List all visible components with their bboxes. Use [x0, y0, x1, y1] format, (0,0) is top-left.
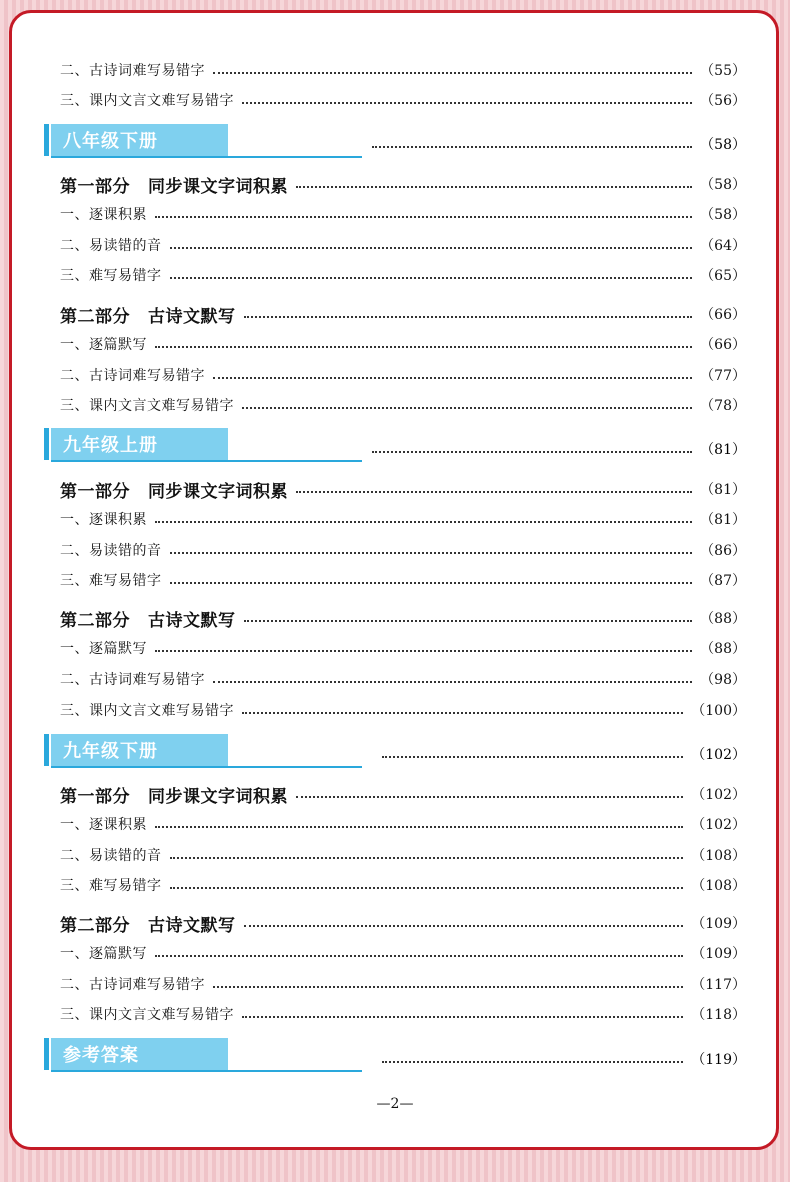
- leader-dots: [372, 451, 692, 453]
- toc-entry[interactable]: [60, 942, 746, 964]
- leader-dots: [372, 146, 692, 148]
- toc-page-number: （81）: [700, 442, 746, 458]
- toc-entry[interactable]: [60, 668, 746, 690]
- grade-heading[interactable]: [44, 1038, 362, 1074]
- toc-page-number: （58）: [700, 137, 746, 153]
- leader-dots: [155, 346, 692, 348]
- grade-heading-underline: [51, 1070, 362, 1072]
- toc-entry-label: 三、难写易错字: [60, 878, 162, 894]
- grade-heading-label: 参考答案: [51, 1038, 228, 1070]
- toc-entry[interactable]: [60, 264, 746, 286]
- leader-dots: [242, 407, 692, 409]
- toc-entry-label: 一、逐课积累: [60, 512, 147, 528]
- toc-page-number: （81）: [700, 512, 746, 528]
- leader-dots: [170, 552, 693, 554]
- toc-page-number: （66）: [700, 307, 746, 323]
- part-number: 第一部分: [60, 786, 130, 807]
- part-heading[interactable]: [60, 783, 746, 805]
- toc-page-number: （58）: [700, 177, 746, 193]
- toc-entry[interactable]: [60, 508, 746, 530]
- leader-dots: [155, 955, 683, 957]
- part-heading-label: [60, 911, 236, 936]
- toc-entry[interactable]: [60, 569, 746, 591]
- leader-dots: [213, 986, 683, 988]
- part-number: 第二部分: [60, 306, 130, 327]
- leader-dots: [244, 316, 693, 318]
- toc-page-number: （100）: [691, 703, 746, 719]
- toc-page-number: （66）: [700, 337, 746, 353]
- toc-entry[interactable]: [60, 874, 746, 896]
- toc-entry-label: 一、逐课积累: [60, 817, 147, 833]
- grade-heading-label: 九年级上册: [51, 428, 228, 460]
- grade-heading-underline: [51, 460, 362, 462]
- grade-heading-label: 八年级下册: [51, 124, 228, 156]
- toc-entry-label: 二、古诗词难写易错字: [60, 977, 205, 993]
- part-title: 同步课文字词积累: [148, 176, 288, 197]
- toc-page-number: （87）: [700, 573, 746, 589]
- part-title: 古诗文默写: [148, 306, 236, 327]
- toc-page-number: （117）: [691, 977, 746, 993]
- grade-heading-leader: [382, 743, 746, 765]
- toc-entry-label: 二、易读错的音: [60, 848, 162, 864]
- part-number: 第二部分: [60, 610, 130, 631]
- part-number: 第二部分: [60, 915, 130, 936]
- toc-page-number: （98）: [700, 672, 746, 688]
- grade-heading[interactable]: [44, 734, 362, 770]
- leader-dots: [155, 521, 692, 523]
- part-title: 同步课文字词积累: [148, 481, 288, 502]
- toc-entry-label: 二、古诗词难写易错字: [60, 672, 205, 688]
- toc-page-number: （81）: [700, 482, 746, 498]
- toc-page-number: （64）: [700, 238, 746, 254]
- grade-heading-accent: [44, 1038, 49, 1070]
- toc-page-number: （58）: [700, 207, 746, 223]
- toc-page-number: （88）: [700, 611, 746, 627]
- toc-entry[interactable]: [60, 333, 746, 355]
- part-number: 第一部分: [60, 481, 130, 502]
- toc-page-number: （102）: [691, 747, 746, 763]
- toc-entry-label: 一、逐课积累: [60, 207, 147, 223]
- part-heading-label: [60, 606, 236, 631]
- part-heading-label: [60, 477, 288, 502]
- leader-dots: [296, 796, 683, 798]
- toc-page-number: （102）: [691, 817, 746, 833]
- toc-page-number: （56）: [700, 93, 746, 109]
- toc-entry[interactable]: [60, 1003, 746, 1025]
- part-title: 古诗文默写: [148, 610, 236, 631]
- part-heading[interactable]: [60, 607, 746, 629]
- grade-heading-label: 九年级下册: [51, 734, 228, 766]
- grade-heading[interactable]: [44, 428, 362, 464]
- toc-page-number: （77）: [700, 368, 746, 384]
- toc-entry-label: 三、课内文言文难写易错字: [60, 703, 234, 719]
- toc-entry-label: 三、课内文言文难写易错字: [60, 1007, 234, 1023]
- part-heading-label: [60, 302, 236, 327]
- toc-entry[interactable]: [60, 637, 746, 659]
- toc-entry[interactable]: [60, 59, 746, 81]
- toc-page-number: （119）: [691, 1052, 746, 1068]
- toc-entry-label: 二、易读错的音: [60, 238, 162, 254]
- toc-entry[interactable]: [60, 394, 746, 416]
- leader-dots: [170, 582, 693, 584]
- toc-page-number: （118）: [691, 1007, 746, 1023]
- page-number-footer: —2—: [376, 1096, 414, 1112]
- toc-entry[interactable]: [60, 539, 746, 561]
- grade-heading[interactable]: [44, 124, 362, 160]
- toc-entry-label: 二、易读错的音: [60, 543, 162, 559]
- leader-dots: [213, 377, 692, 379]
- toc-entry[interactable]: [60, 234, 746, 256]
- toc-entry[interactable]: [60, 203, 746, 225]
- toc-page-number: （86）: [700, 543, 746, 559]
- grade-heading-accent: [44, 734, 49, 766]
- leader-dots: [242, 712, 683, 714]
- grade-heading-underline: [51, 156, 362, 158]
- toc-entry-label: 三、课内文言文难写易错字: [60, 398, 234, 414]
- leader-dots: [170, 887, 684, 889]
- toc-page-number: （65）: [700, 268, 746, 284]
- toc-entry-label: 一、逐篇默写: [60, 641, 147, 657]
- toc-page-number: （109）: [691, 916, 746, 932]
- toc-entry[interactable]: [60, 973, 746, 995]
- part-heading-label: [60, 172, 288, 197]
- grade-heading-accent: [44, 428, 49, 460]
- toc-entry[interactable]: [60, 89, 746, 111]
- leader-dots: [242, 1016, 683, 1018]
- toc-entry-label: 二、古诗词难写易错字: [60, 368, 205, 384]
- part-heading[interactable]: [60, 478, 746, 500]
- toc-entry-label: 三、难写易错字: [60, 268, 162, 284]
- leader-dots: [244, 620, 693, 622]
- toc-entry[interactable]: [60, 699, 746, 721]
- leader-dots: [213, 72, 692, 74]
- leader-dots: [170, 857, 684, 859]
- part-number: 第一部分: [60, 176, 130, 197]
- toc-page-number: （108）: [691, 878, 746, 894]
- part-heading[interactable]: [60, 303, 746, 325]
- leader-dots: [155, 826, 683, 828]
- leader-dots: [170, 277, 693, 279]
- toc-entry[interactable]: [60, 844, 746, 866]
- part-heading-label: [60, 782, 288, 807]
- grade-heading-accent: [44, 124, 49, 156]
- toc-entry-label: 二、古诗词难写易错字: [60, 63, 205, 79]
- leader-dots: [213, 681, 692, 683]
- toc-entry-label: 三、课内文言文难写易错字: [60, 93, 234, 109]
- leader-dots: [382, 756, 683, 758]
- leader-dots: [244, 925, 684, 927]
- leader-dots: [296, 491, 692, 493]
- part-title: 古诗文默写: [148, 915, 236, 936]
- toc-page-number: （102）: [691, 787, 746, 803]
- toc-page-number: （108）: [691, 848, 746, 864]
- toc-page-number: （88）: [700, 641, 746, 657]
- toc-page-number: （109）: [691, 946, 746, 962]
- grade-heading-leader: [372, 438, 746, 460]
- part-heading[interactable]: [60, 912, 746, 934]
- grade-heading-leader: [382, 1048, 746, 1070]
- grade-heading-underline: [51, 766, 362, 768]
- leader-dots: [382, 1061, 683, 1063]
- grade-heading-leader: [372, 133, 746, 155]
- leader-dots: [170, 247, 693, 249]
- toc-page-number: （55）: [700, 63, 746, 79]
- toc-entry[interactable]: [60, 813, 746, 835]
- leader-dots: [242, 102, 692, 104]
- toc-entry[interactable]: [60, 364, 746, 386]
- leader-dots: [296, 186, 692, 188]
- toc-entry-label: 一、逐篇默写: [60, 946, 147, 962]
- part-heading[interactable]: [60, 173, 746, 195]
- toc-page-number: （78）: [700, 398, 746, 414]
- leader-dots: [155, 650, 692, 652]
- part-title: 同步课文字词积累: [148, 786, 288, 807]
- leader-dots: [155, 216, 692, 218]
- toc-entry-label: 三、难写易错字: [60, 573, 162, 589]
- toc-entry-label: 一、逐篇默写: [60, 337, 147, 353]
